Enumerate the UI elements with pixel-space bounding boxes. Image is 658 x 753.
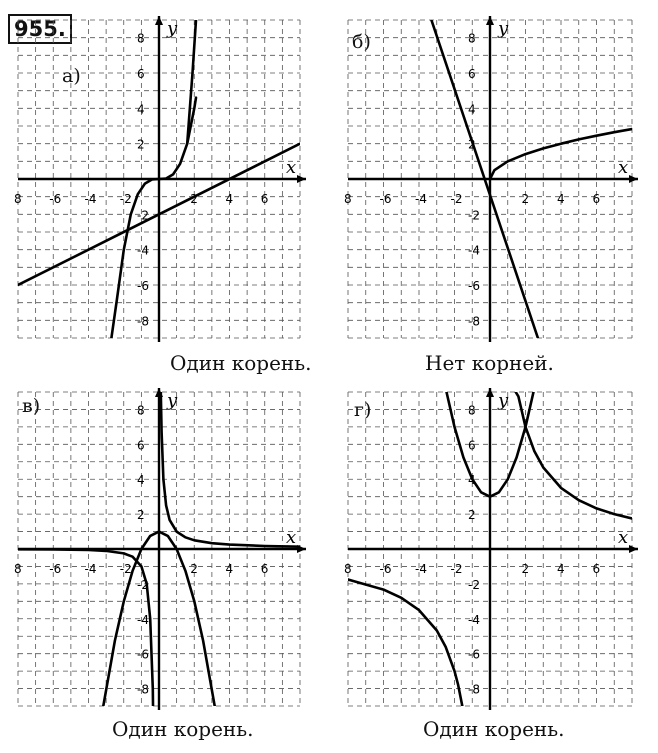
y-tick-label: -2: [137, 577, 149, 592]
x-tick-label: -2: [450, 562, 463, 576]
series-line: [348, 580, 462, 707]
y-tick-label: 4: [468, 102, 476, 117]
panel-letter: а): [62, 65, 81, 87]
x-tick-label: 2: [190, 562, 198, 576]
y-tick-label: -4: [468, 612, 480, 627]
graph-panel: [14, 16, 306, 342]
y-axis-arrow: [155, 16, 163, 25]
y-tick-label: 4: [468, 473, 476, 488]
y-tick-label: 2: [137, 508, 145, 523]
x-tick-label: -4: [84, 192, 97, 206]
y-axis-arrow: [486, 388, 494, 397]
x-axis-label: x: [618, 157, 629, 178]
x-tick-label: -6: [49, 562, 62, 576]
y-tick-label: -6: [137, 647, 149, 662]
y-tick-label: 2: [137, 137, 145, 152]
y-tick-label: 8: [468, 403, 476, 418]
y-tick-label: 8: [137, 31, 145, 46]
y-axis-arrow: [486, 16, 494, 25]
series-line: [490, 129, 632, 179]
y-tick-label: -4: [137, 612, 149, 627]
y-tick-label: 8: [468, 31, 476, 46]
panel-letter: в): [22, 395, 41, 417]
y-tick-label: 2: [468, 137, 476, 152]
x-tick-label: 2: [521, 192, 530, 206]
x-axis-arrow: [629, 175, 638, 183]
x-tick-label: 8: [14, 562, 22, 576]
x-tick-label: -2: [450, 192, 463, 206]
x-axis-arrow: [297, 175, 306, 183]
y-tick-label: -4: [137, 243, 149, 258]
y-tick-label: -8: [137, 682, 149, 697]
panel-caption: Один корень.: [423, 717, 565, 741]
graph-panel: [344, 16, 638, 342]
y-tick-label: -2: [468, 577, 480, 592]
panel-caption: Один корень.: [112, 717, 254, 741]
x-tick-label: 2: [190, 192, 198, 206]
y-tick-label: -8: [468, 314, 480, 329]
x-tick-label: -6: [379, 192, 392, 206]
x-tick-label: 8: [344, 562, 352, 576]
y-tick-label: -8: [468, 682, 480, 697]
y-tick-label: -4: [468, 243, 480, 258]
x-tick-label: -6: [49, 192, 62, 206]
panel-letter: г): [354, 399, 372, 421]
y-tick-label: 8: [137, 403, 145, 418]
x-tick-label: 6: [592, 192, 601, 206]
x-tick-label: 6: [592, 562, 601, 576]
y-axis-label: y: [167, 18, 178, 39]
x-tick-label: 4: [225, 192, 234, 206]
x-tick-label: 4: [557, 192, 565, 206]
x-tick-label: 6: [260, 192, 269, 206]
graph-panel: [14, 388, 306, 753]
y-tick-label: 6: [468, 67, 476, 81]
y-tick-label: -2: [137, 208, 149, 223]
y-tick-label: -6: [468, 647, 480, 662]
y-axis-label: y: [498, 390, 509, 411]
y-tick-label: 6: [137, 438, 145, 453]
x-tick-label: -4: [415, 562, 427, 576]
series-line: [161, 392, 300, 547]
x-tick-label: 6: [260, 562, 269, 576]
x-axis-arrow: [629, 545, 638, 553]
x-tick-label: 8: [344, 192, 352, 206]
x-tick-label: -4: [415, 192, 427, 206]
y-axis-label: y: [498, 18, 509, 39]
y-tick-label: 6: [468, 438, 476, 453]
x-tick-label: -6: [379, 562, 392, 576]
x-tick-label: -2: [119, 562, 132, 576]
y-tick-label: -6: [468, 279, 480, 293]
y-tick-label: 4: [137, 102, 145, 117]
y-tick-label: 4: [137, 473, 145, 488]
x-tick-label: 8: [14, 192, 22, 206]
x-axis-label: x: [286, 527, 297, 548]
y-tick-label: -2: [468, 208, 480, 223]
x-tick-label: -2: [119, 192, 132, 206]
y-tick-label: -8: [137, 314, 149, 329]
y-tick-label: -6: [137, 279, 149, 293]
panel-letter: б): [352, 31, 371, 53]
x-axis-label: x: [286, 157, 297, 178]
graph-panel: [344, 388, 638, 710]
panel-caption: Нет корней.: [425, 351, 554, 375]
problem-number: 955.: [8, 14, 72, 44]
y-tick-label: 6: [137, 67, 145, 81]
y-tick-label: 2: [468, 508, 476, 523]
x-tick-label: -4: [84, 562, 97, 576]
x-tick-label: 4: [225, 562, 234, 576]
x-axis-label: x: [618, 527, 629, 548]
x-tick-label: 2: [521, 562, 530, 576]
y-axis-label: y: [167, 390, 178, 411]
x-tick-label: 4: [557, 562, 565, 576]
panel-caption: Один корень.: [170, 351, 312, 375]
